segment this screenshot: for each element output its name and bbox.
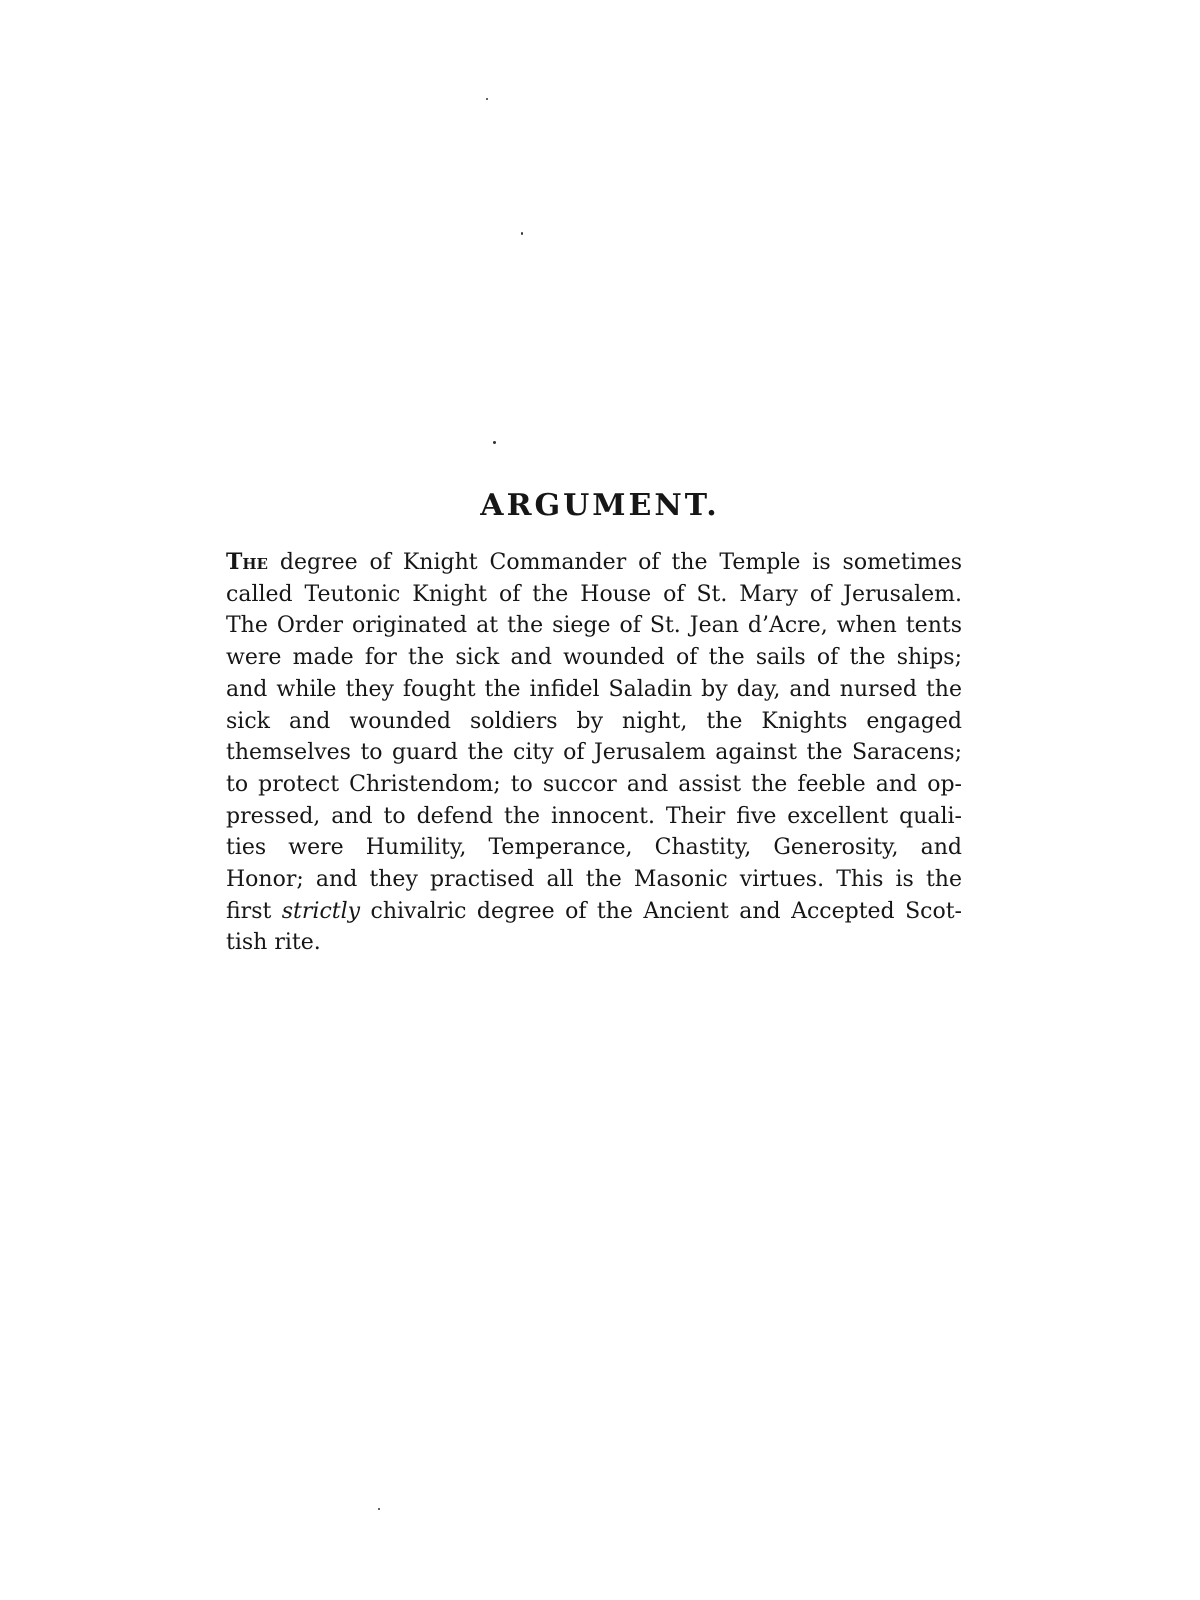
section-heading: ARGUMENT.	[480, 488, 720, 523]
print-speck	[378, 1508, 380, 1510]
text-line: The Order originated at the siege of St. Jean d’Acre, when tents	[226, 613, 962, 639]
text-line: tish rite.	[226, 930, 321, 956]
line-text: chivalric degree of the Ancient and Accepted Scot-	[360, 898, 962, 924]
emphasized-word: strictly	[281, 898, 361, 924]
text-line: ties were Humility, Temperance, Chastity, Generosity, and	[226, 835, 962, 861]
print-speck	[521, 232, 523, 235]
text-line: Honor; and they practised all the Masonic virtues. This is the	[226, 867, 962, 893]
text-line: were made for the sick and wounded of the sails of the ships;	[226, 645, 962, 671]
print-speck	[486, 98, 488, 100]
line-text: degree of Knight Commander of the Temple is sometimes	[267, 550, 962, 575]
text-line: pressed, and to defend the innocent. Their five excellent quali-	[226, 803, 962, 829]
text-line: to protect Christendom; to succor and assist the feeble and op-	[226, 771, 962, 797]
print-speck	[493, 441, 496, 444]
argument-paragraph	[226, 547, 962, 959]
line-text: first	[226, 898, 282, 924]
text-line: themselves to guard the city of Jerusalem against the Saracens;	[226, 740, 962, 766]
text-line: and while they fought the infidel Saladin by day, and nursed the	[226, 676, 962, 702]
text-line: sick and wounded soldiers by night, the Knights engaged	[226, 708, 962, 734]
text-line	[226, 896, 962, 928]
text-line	[226, 547, 962, 579]
lead-word: The	[226, 549, 268, 575]
text-line: called Teutonic Knight of the House of St. Mary of Jerusalem.	[226, 581, 962, 607]
